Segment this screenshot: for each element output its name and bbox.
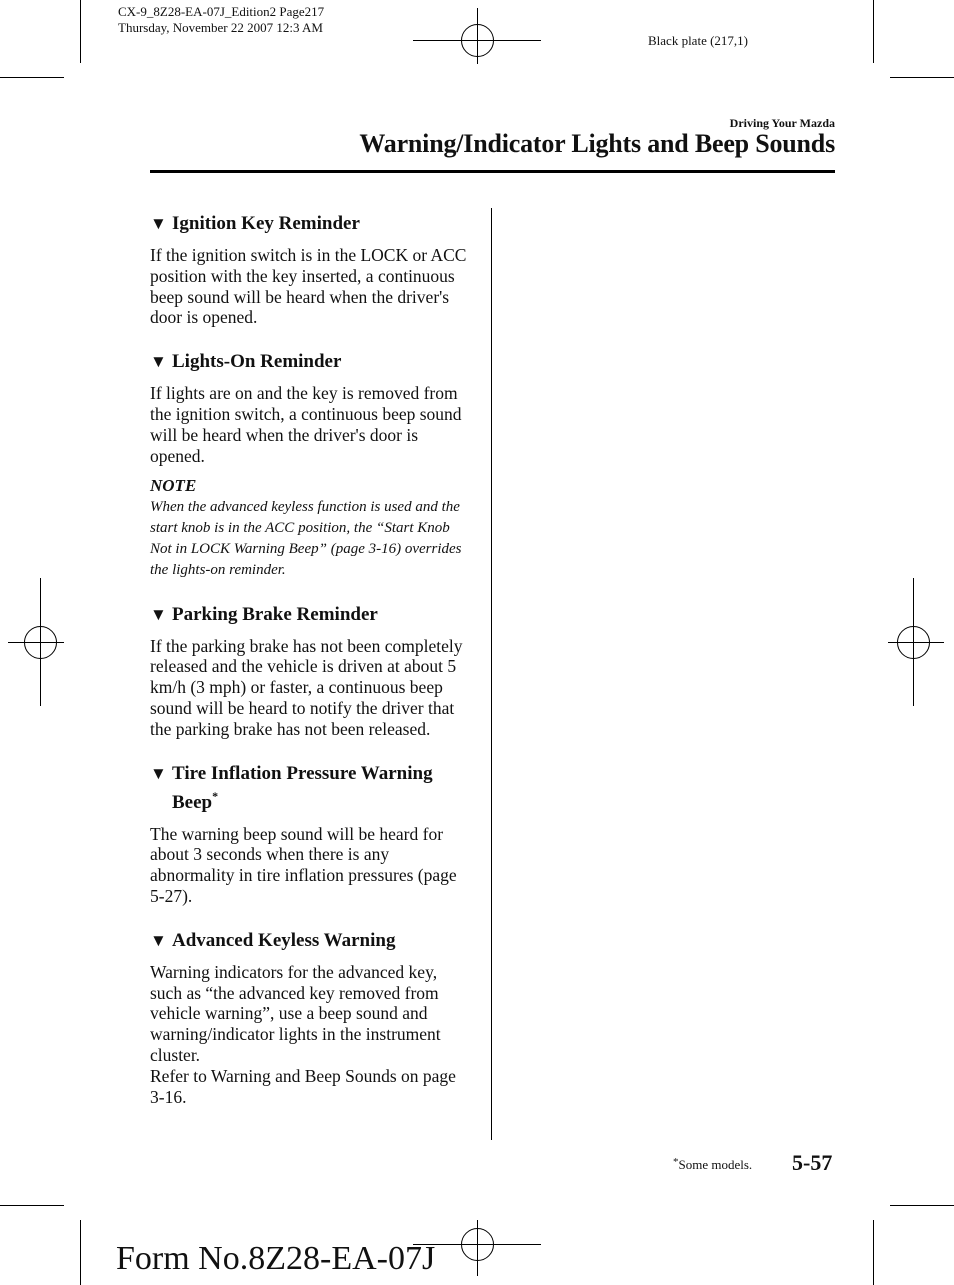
- crop-mark-br-h: [890, 1205, 954, 1206]
- crop-mark-tl-h: [0, 77, 64, 78]
- section-body: If lights are on and the key is removed from the ignition switch, a continuous beep sound will be heard when the driver's door is opened.: [150, 383, 462, 466]
- note-label: NOTE: [150, 476, 197, 496]
- form-number: Form No.8Z28-EA-07J: [116, 1240, 436, 1277]
- page-number: 5-57: [792, 1150, 833, 1175]
- page-title: Warning/Indicator Lights and Beep Sounds: [359, 129, 835, 158]
- section-heading: [150, 350, 470, 373]
- triangle-marker-icon: ▼: [150, 604, 167, 624]
- section-body: Warning indicators for the advanced key, such as “the advanced key removed from vehicle warning”, use a beep sound and warning/indicator lights in the instrument cluster.: [150, 961, 441, 1065]
- note-text: When the advanced keyless function is used and the start knob is in the ACC position, the “Start Knob Not in LOCK Warning Beep” (page 3-16) overrides the lights-on reminder.: [150, 499, 462, 578]
- section-tire-inflation-warning-beep: [150, 762, 470, 907]
- triangle-marker-icon: ▼: [150, 214, 167, 233]
- crop-mark-bl-h: [0, 1205, 64, 1206]
- footnote-mark: *: [673, 1156, 679, 1168]
- triangle-marker-icon: ▼: [150, 763, 167, 783]
- section-heading: [150, 929, 470, 952]
- section-lights-on-reminder: [150, 350, 470, 580]
- section-heading: [150, 762, 470, 814]
- section-label: Driving Your Mazda: [729, 116, 835, 130]
- crop-mark-br-v: [873, 1220, 874, 1285]
- print-meta: [118, 4, 324, 36]
- crop-mark-tr-v: [873, 0, 874, 63]
- section-body: If the ignition switch is in the LOCK or ACC position with the key inserted, a continuous beep sound will be heard when the driver's door is opened.: [150, 245, 467, 328]
- print-date-line: Thursday, November 22 2007 12:3 AM: [118, 20, 323, 35]
- triangle-marker-icon: ▼: [150, 930, 167, 950]
- section-parking-brake-reminder: [150, 603, 470, 740]
- section-body: If the parking brake has not been completely released and the vehicle is driven at about 5 km/h (3 mph) or faster, a continuous beep sound will be heard to notify the driver that the parking brake has not been released.: [150, 635, 463, 739]
- section-heading-text: Parking Brake Reminder: [172, 603, 378, 625]
- section-body: The warning beep sound will be heard for about 3 seconds when there is any abnormality in tire inflation pressures (page 5-27).: [150, 823, 457, 906]
- triangle-marker-icon: ▼: [150, 352, 167, 372]
- print-file-line: CX-9_8Z28-EA-07J_Edition2 Page217: [118, 4, 325, 19]
- section-ignition-key-reminder: [150, 212, 470, 328]
- section-heading-text: Advanced Keyless Warning: [172, 929, 396, 951]
- section-advanced-keyless-warning: [150, 929, 470, 1108]
- crop-mark-tr-h: [890, 77, 954, 78]
- section-heading-text: Ignition Key Reminder: [172, 213, 360, 234]
- section-heading: [150, 212, 470, 235]
- section-heading-text: Lights-On Reminder: [172, 351, 342, 373]
- some-models-mark: *: [212, 788, 219, 803]
- plate-label: Black plate (217,1): [648, 33, 748, 48]
- column-divider: [491, 208, 492, 1140]
- crop-mark-bl-v: [80, 1220, 81, 1285]
- left-column: [150, 208, 470, 1107]
- title-rule: [150, 170, 835, 173]
- footnote-text: Some models.: [678, 1157, 753, 1172]
- footnote: [673, 1156, 752, 1173]
- section-heading-text: Tire Inflation Pressure Warning Beep: [172, 762, 433, 813]
- crop-mark-tl-v: [80, 0, 81, 63]
- section-heading: [150, 603, 470, 626]
- section-body-reference: Refer to Warning and Beep Sounds on page 3-16.: [150, 1065, 456, 1107]
